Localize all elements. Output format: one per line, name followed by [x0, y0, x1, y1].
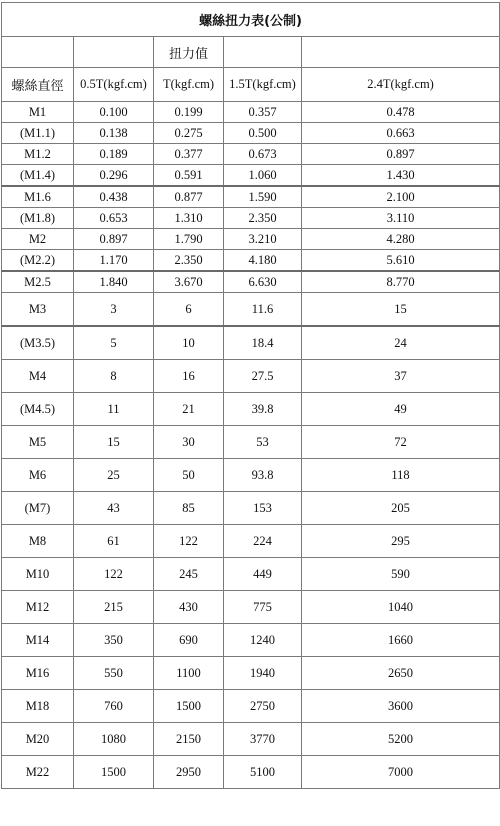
- torque-1-5t-cell: 2750: [224, 690, 302, 723]
- torque-t-cell: 10: [154, 326, 224, 360]
- torque-t-cell: 0.377: [154, 144, 224, 165]
- torque-0-5t-cell: 11: [74, 393, 154, 426]
- table-row: [2, 165, 500, 187]
- torque-2-4t-cell: 8.770: [302, 271, 500, 293]
- table-row: [2, 723, 500, 756]
- table-row: [2, 102, 500, 123]
- torque-2-4t-cell: 37: [302, 360, 500, 393]
- screw-size-cell: M2.5: [2, 271, 74, 293]
- table-row: [2, 271, 500, 293]
- torque-1-5t-cell: 775: [224, 591, 302, 624]
- torque-2-4t-cell: 1040: [302, 591, 500, 624]
- column-header-0-5t: 0.5T(kgf.cm): [74, 68, 154, 102]
- screw-size-cell: M1: [2, 102, 74, 123]
- torque-0-5t-cell: 215: [74, 591, 154, 624]
- screw-size-cell: M20: [2, 723, 74, 756]
- torque-0-5t-cell: 0.100: [74, 102, 154, 123]
- screw-size-cell: M5: [2, 426, 74, 459]
- torque-t-cell: 85: [154, 492, 224, 525]
- table-row: [2, 426, 500, 459]
- torque-t-cell: 122: [154, 525, 224, 558]
- screw-size-cell: M8: [2, 525, 74, 558]
- torque-0-5t-cell: 8: [74, 360, 154, 393]
- screw-size-cell: M12: [2, 591, 74, 624]
- torque-1-5t-cell: 0.500: [224, 123, 302, 144]
- screw-size-cell: M4: [2, 360, 74, 393]
- table-row: [2, 591, 500, 624]
- torque-t-cell: 1.310: [154, 208, 224, 229]
- torque-table: [1, 2, 500, 789]
- torque-2-4t-cell: 2.100: [302, 186, 500, 208]
- torque-2-4t-cell: 295: [302, 525, 500, 558]
- torque-t-cell: 21: [154, 393, 224, 426]
- torque-1-5t-cell: 1940: [224, 657, 302, 690]
- screw-size-cell: (M1.4): [2, 165, 74, 187]
- torque-0-5t-cell: 0.438: [74, 186, 154, 208]
- blank-header-cell: [302, 37, 500, 68]
- screw-size-cell: (M4.5): [2, 393, 74, 426]
- torque-0-5t-cell: 550: [74, 657, 154, 690]
- torque-t-cell: 0.199: [154, 102, 224, 123]
- torque-0-5t-cell: 0.296: [74, 165, 154, 187]
- torque-t-cell: 2150: [154, 723, 224, 756]
- torque-2-4t-cell: 7000: [302, 756, 500, 789]
- table-row: [2, 293, 500, 327]
- torque-0-5t-cell: 350: [74, 624, 154, 657]
- torque-1-5t-cell: 1.590: [224, 186, 302, 208]
- torque-0-5t-cell: 1080: [74, 723, 154, 756]
- torque-0-5t-cell: 43: [74, 492, 154, 525]
- torque-1-5t-cell: 93.8: [224, 459, 302, 492]
- torque-0-5t-cell: 0.189: [74, 144, 154, 165]
- group-header-row: [2, 37, 500, 68]
- torque-2-4t-cell: 1.430: [302, 165, 500, 187]
- table-row: [2, 326, 500, 360]
- screw-size-cell: (M2.2): [2, 250, 74, 272]
- torque-0-5t-cell: 0.138: [74, 123, 154, 144]
- table-row: [2, 144, 500, 165]
- table-row: [2, 250, 500, 272]
- table-row: [2, 624, 500, 657]
- screw-size-cell: M1.6: [2, 186, 74, 208]
- screw-size-cell: M16: [2, 657, 74, 690]
- screw-size-cell: M3: [2, 293, 74, 327]
- torque-2-4t-cell: 3600: [302, 690, 500, 723]
- table-row: [2, 123, 500, 144]
- title-row: [2, 3, 500, 37]
- table-row: [2, 229, 500, 250]
- torque-2-4t-cell: 590: [302, 558, 500, 591]
- torque-t-cell: 430: [154, 591, 224, 624]
- torque-1-5t-cell: 18.4: [224, 326, 302, 360]
- torque-t-cell: 245: [154, 558, 224, 591]
- torque-t-cell: 2.350: [154, 250, 224, 272]
- torque-0-5t-cell: 0.897: [74, 229, 154, 250]
- torque-1-5t-cell: 39.8: [224, 393, 302, 426]
- torque-2-4t-cell: 0.478: [302, 102, 500, 123]
- screw-size-cell: M2: [2, 229, 74, 250]
- column-header-diameter: 螺絲直徑: [2, 68, 74, 102]
- torque-t-cell: 0.877: [154, 186, 224, 208]
- torque-0-5t-cell: 0.653: [74, 208, 154, 229]
- torque-group-label: 扭力值: [154, 37, 224, 68]
- torque-0-5t-cell: 25: [74, 459, 154, 492]
- torque-1-5t-cell: 27.5: [224, 360, 302, 393]
- blank-header-cell: [2, 37, 74, 68]
- torque-0-5t-cell: 5: [74, 326, 154, 360]
- table-row: [2, 208, 500, 229]
- torque-t-cell: 16: [154, 360, 224, 393]
- table-row: [2, 186, 500, 208]
- torque-2-4t-cell: 205: [302, 492, 500, 525]
- screw-size-cell: M1.2: [2, 144, 74, 165]
- screw-size-cell: (M1.1): [2, 123, 74, 144]
- table-title: 螺絲扭力表(公制): [2, 3, 500, 37]
- torque-1-5t-cell: 11.6: [224, 293, 302, 327]
- column-header-2-4t: 2.4T(kgf.cm): [302, 68, 500, 102]
- torque-t-cell: 1100: [154, 657, 224, 690]
- torque-t-cell: 0.591: [154, 165, 224, 187]
- torque-2-4t-cell: 24: [302, 326, 500, 360]
- screw-size-cell: (M7): [2, 492, 74, 525]
- torque-1-5t-cell: 4.180: [224, 250, 302, 272]
- torque-2-4t-cell: 2650: [302, 657, 500, 690]
- torque-2-4t-cell: 1660: [302, 624, 500, 657]
- torque-2-4t-cell: 49: [302, 393, 500, 426]
- torque-1-5t-cell: 0.357: [224, 102, 302, 123]
- screw-size-cell: M6: [2, 459, 74, 492]
- torque-t-cell: 690: [154, 624, 224, 657]
- screw-size-cell: (M1.8): [2, 208, 74, 229]
- torque-1-5t-cell: 1.060: [224, 165, 302, 187]
- screw-size-cell: M10: [2, 558, 74, 591]
- screw-size-cell: M22: [2, 756, 74, 789]
- torque-2-4t-cell: 0.897: [302, 144, 500, 165]
- torque-1-5t-cell: 5100: [224, 756, 302, 789]
- torque-0-5t-cell: 15: [74, 426, 154, 459]
- torque-1-5t-cell: 3.210: [224, 229, 302, 250]
- torque-0-5t-cell: 61: [74, 525, 154, 558]
- torque-1-5t-cell: 0.673: [224, 144, 302, 165]
- table-row: [2, 492, 500, 525]
- torque-t-cell: 1.790: [154, 229, 224, 250]
- torque-t-cell: 1500: [154, 690, 224, 723]
- torque-1-5t-cell: 1240: [224, 624, 302, 657]
- torque-1-5t-cell: 2.350: [224, 208, 302, 229]
- blank-header-cell: [74, 37, 154, 68]
- torque-t-cell: 0.275: [154, 123, 224, 144]
- torque-1-5t-cell: 53: [224, 426, 302, 459]
- table-row: [2, 558, 500, 591]
- torque-t-cell: 3.670: [154, 271, 224, 293]
- torque-t-cell: 30: [154, 426, 224, 459]
- screw-size-cell: (M3.5): [2, 326, 74, 360]
- torque-1-5t-cell: 224: [224, 525, 302, 558]
- table-row: [2, 690, 500, 723]
- torque-1-5t-cell: 3770: [224, 723, 302, 756]
- column-header-row: [2, 68, 500, 102]
- torque-1-5t-cell: 6.630: [224, 271, 302, 293]
- torque-2-4t-cell: 118: [302, 459, 500, 492]
- table-row: [2, 393, 500, 426]
- torque-2-4t-cell: 4.280: [302, 229, 500, 250]
- torque-2-4t-cell: 15: [302, 293, 500, 327]
- torque-2-4t-cell: 5.610: [302, 250, 500, 272]
- table-row: [2, 756, 500, 789]
- blank-header-cell: [224, 37, 302, 68]
- column-header-1-5t: 1.5T(kgf.cm): [224, 68, 302, 102]
- torque-0-5t-cell: 1500: [74, 756, 154, 789]
- torque-t-cell: 6: [154, 293, 224, 327]
- screw-size-cell: M14: [2, 624, 74, 657]
- column-header-t: T(kgf.cm): [154, 68, 224, 102]
- table-row: [2, 525, 500, 558]
- screw-size-cell: M18: [2, 690, 74, 723]
- torque-0-5t-cell: 760: [74, 690, 154, 723]
- table-row: [2, 360, 500, 393]
- torque-t-cell: 2950: [154, 756, 224, 789]
- torque-0-5t-cell: 3: [74, 293, 154, 327]
- torque-1-5t-cell: 153: [224, 492, 302, 525]
- torque-2-4t-cell: 3.110: [302, 208, 500, 229]
- torque-0-5t-cell: 1.840: [74, 271, 154, 293]
- table-row: [2, 459, 500, 492]
- torque-2-4t-cell: 5200: [302, 723, 500, 756]
- torque-2-4t-cell: 72: [302, 426, 500, 459]
- torque-0-5t-cell: 1.170: [74, 250, 154, 272]
- table-row: [2, 657, 500, 690]
- torque-t-cell: 50: [154, 459, 224, 492]
- torque-1-5t-cell: 449: [224, 558, 302, 591]
- torque-2-4t-cell: 0.663: [302, 123, 500, 144]
- torque-0-5t-cell: 122: [74, 558, 154, 591]
